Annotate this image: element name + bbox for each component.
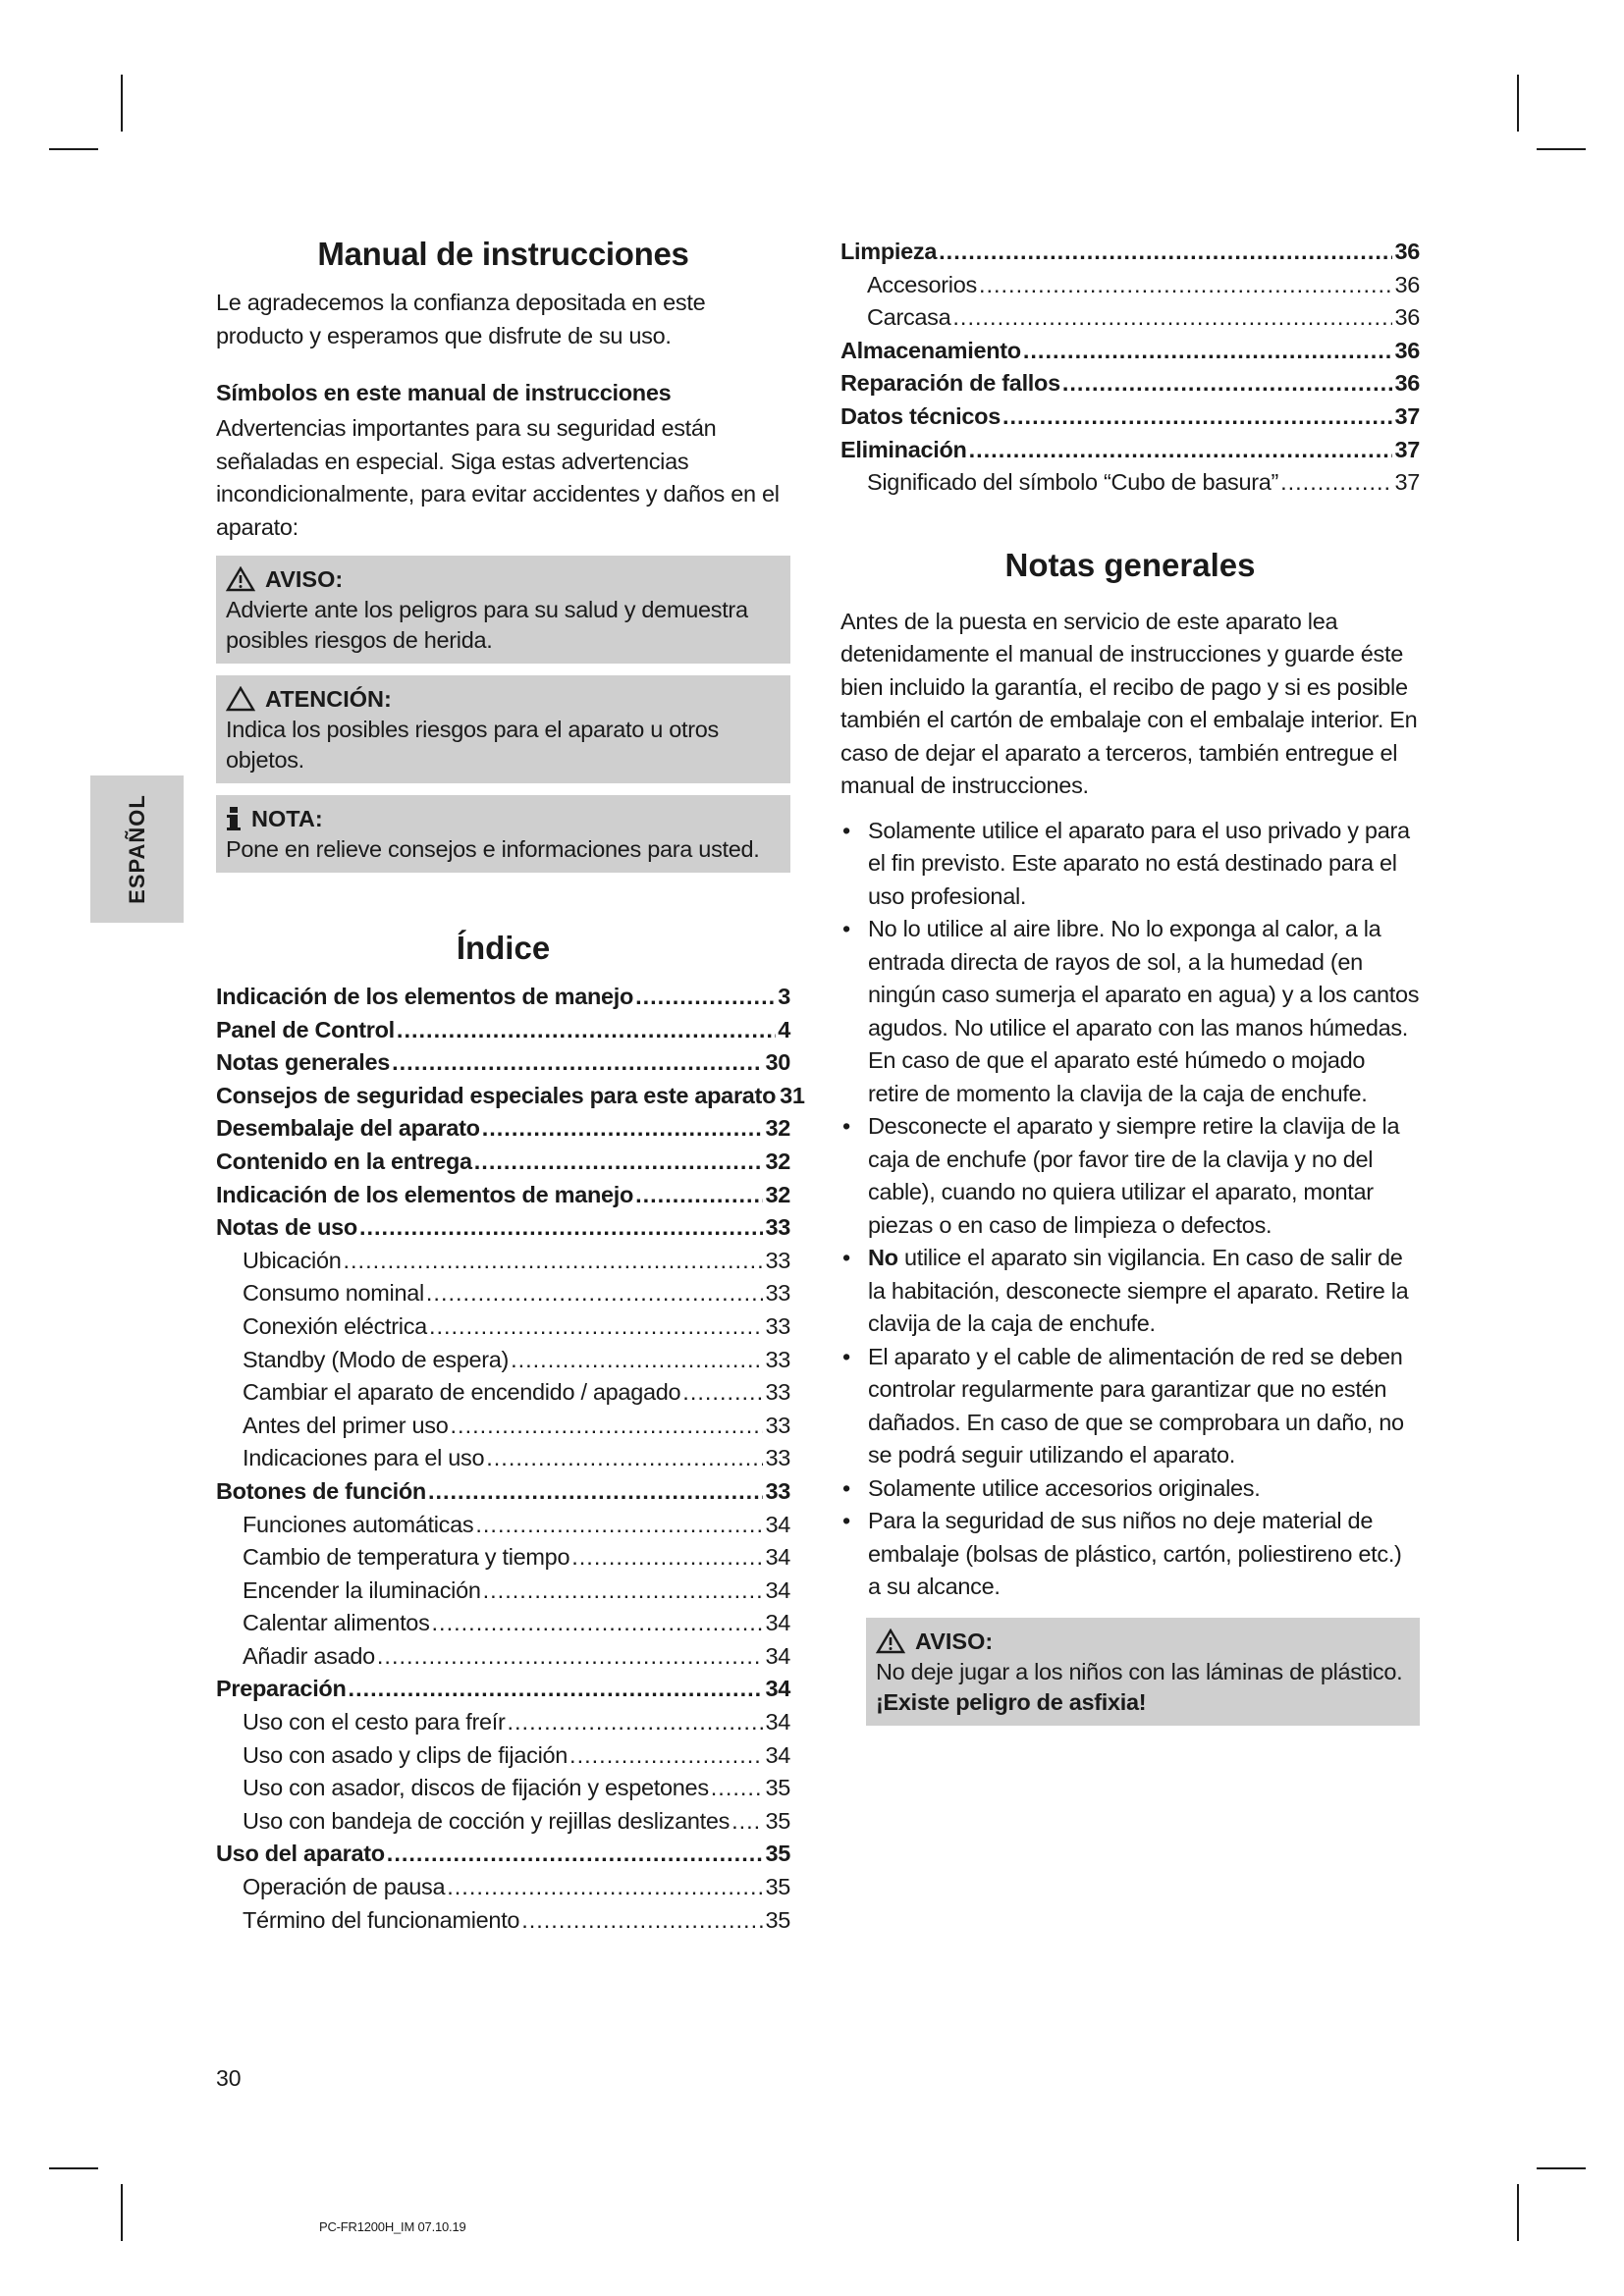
safety-bullet [840, 913, 1420, 1110]
toc-entry [216, 1838, 790, 1871]
safety-bullet-text: Para la seguridad de sus niños no deje material de embalaje (bolsas de plástico, cartón, poliestireno etc.) a su alcance. [868, 1508, 1402, 1600]
right-column [840, 236, 1420, 1726]
toc-entry-page: 37 [1394, 469, 1420, 496]
toc-entry-label: Conexión eléctrica [243, 1312, 427, 1339]
toc-entry [216, 1673, 790, 1706]
toc-leader-dots [429, 1310, 764, 1344]
toc-entry-page: 35 [765, 1775, 790, 1801]
toc-entry [840, 367, 1420, 400]
toc-entry-page: 32 [765, 1115, 790, 1142]
toc-entry [216, 1607, 790, 1640]
toc-leader-dots [1280, 466, 1392, 500]
toc-entry [840, 236, 1420, 269]
toc-leader-dots [426, 1277, 764, 1310]
toc-entry [216, 1541, 790, 1575]
toc-entry-label: Operación de pausa [243, 1874, 446, 1900]
table-of-contents [216, 981, 805, 1937]
aviso-text: Advierte ante los peligros para su salud y demuestra posibles riesgos de herida. [226, 597, 748, 653]
toc-leader-dots [432, 1607, 764, 1640]
toc-leader-dots [979, 269, 1393, 302]
safety-bullet [840, 1341, 1420, 1472]
safety-bullet [840, 1242, 1420, 1341]
toc-entry-label: Uso con asador, discos de fijación y espetones [243, 1775, 709, 1801]
toc-entry-label: Standby (Modo de espera) [243, 1346, 510, 1372]
footer-code: PC-FR1200H_IM 07.10.19 [319, 2219, 466, 2234]
warning-box-aviso-children [866, 1618, 1420, 1726]
toc-entry [840, 335, 1420, 368]
toc-leader-dots [387, 1838, 764, 1871]
toc-leader-dots [1062, 367, 1393, 400]
toc-entry [216, 1772, 790, 1805]
toc-entry-page: 34 [765, 1741, 790, 1768]
toc-leader-dots [682, 1376, 763, 1410]
toc-entry [840, 301, 1420, 335]
crop-mark [121, 75, 123, 132]
toc-entry-label: Notas generales [216, 1049, 391, 1076]
symbols-text: Advertencias importantes para su seguridad están señaladas en especial. Siga estas advertencias incondicionalmente, para evitar accidentes y daños en el aparato: [216, 415, 780, 540]
general-notes-intro: Antes de la puesta en servicio de este aparato lea detenidamente el manual de instrucciones y guarde éste bien incluido la garantía, el recibo de pago y si es posible también el cartón de embalaje con el embalaje interior. En caso de dejar el aparato a terceros, también entregue el manual de instrucciones. [840, 608, 1418, 799]
toc-entry-label: Uso con bandeja de cocción y rejillas deslizantes [243, 1807, 731, 1834]
toc-entry [216, 1344, 790, 1377]
language-tab-label: ESPAÑOL [124, 794, 149, 904]
toc-entry [840, 400, 1420, 434]
warning-triangle-icon [226, 566, 255, 592]
crop-mark [49, 148, 98, 150]
aviso-children-label: AVISO: [915, 1628, 994, 1654]
toc-entry [216, 1475, 790, 1509]
toc-leader-dots [635, 981, 776, 1014]
toc-entry-label: Carcasa [867, 304, 951, 331]
toc-entry-label: Almacenamiento [840, 337, 1021, 363]
toc-entry-page: 30 [765, 1049, 790, 1076]
toc-entry [216, 1410, 790, 1443]
toc-leader-dots [1002, 400, 1392, 434]
toc-entry [216, 1509, 790, 1542]
toc-leader-dots [508, 1706, 764, 1739]
general-notes-title: Notas generales [1004, 546, 1256, 583]
toc-entry-page: 31 [780, 1082, 805, 1108]
safety-bullet-text: Desconecte el aparato y siempre retire la clavija de la caja de enchufe (por favor tire de la clavija y no del cable), cuando no quiera utilizar el aparato, montar piezas o en caso de limpieza o defectos. [868, 1113, 1400, 1238]
nota-text: Pone en relieve consejos e informaciones para usted. [226, 836, 760, 862]
toc-leader-dots [635, 1179, 763, 1212]
toc-entry-page: 33 [765, 1379, 790, 1406]
crop-mark [1537, 2167, 1586, 2169]
safety-bullet-text: El aparato y el cable de alimentación de red se deben controlar regularmente para garantizar que no estén dañados. En caso de que se comprobara un daño, no se podrá seguir utilizando el aparato. [868, 1343, 1404, 1468]
toc-entry-page: 37 [1394, 402, 1420, 429]
toc-leader-dots [731, 1805, 763, 1839]
toc-entry [216, 1112, 790, 1146]
manual-title: Manual de instrucciones [317, 236, 689, 272]
toc-entry-label: Indicaciones para el uso [243, 1445, 485, 1471]
toc-entry-page: 36 [1394, 271, 1420, 297]
toc-entry [216, 1046, 790, 1080]
toc-entry [216, 1706, 790, 1739]
safety-bullet-emphasis: No [868, 1245, 898, 1271]
toc-entry [216, 1080, 805, 1113]
aviso-children-bold: ¡Existe peligro de asfixia! [876, 1688, 1147, 1715]
toc-entry-label: Cambiar el aparato de encendido / apagado [243, 1379, 681, 1406]
toc-entry-page: 36 [1394, 370, 1420, 397]
toc-entry-page: 35 [765, 1807, 790, 1834]
toc-entry-label: Preparación [216, 1676, 347, 1702]
language-tab [90, 775, 184, 923]
toc-leader-dots [939, 236, 1392, 269]
toc-entry-label: Encender la iluminación [243, 1576, 481, 1603]
toc-entry-label: Datos técnicos [840, 402, 1001, 429]
atencion-text: Indica los posibles riesgos para el aparato u otros objetos. [226, 717, 719, 773]
toc-leader-dots [521, 1904, 763, 1938]
toc-entry [216, 1014, 790, 1047]
toc-entry [216, 1739, 790, 1773]
toc-entry-page: 3 [778, 984, 790, 1009]
toc-entry-label: Eliminación [840, 436, 967, 462]
crop-mark [121, 2184, 123, 2241]
toc-entry [216, 1310, 790, 1344]
toc-leader-dots [359, 1211, 764, 1245]
toc-entry-label: Indicación de los elementos de manejo [216, 984, 634, 1009]
toc-leader-dots [428, 1475, 764, 1509]
toc-leader-dots [474, 1146, 764, 1179]
caution-triangle-icon [226, 686, 255, 712]
toc-entry-label: Contenido en la entrega [216, 1148, 472, 1174]
toc-entry-page: 33 [765, 1247, 790, 1273]
toc-entry-label: Uso con el cesto para freír [243, 1709, 506, 1735]
toc-entry-page: 34 [765, 1642, 790, 1669]
crop-mark [49, 2167, 98, 2169]
left-column [216, 236, 805, 1937]
toc-leader-dots [483, 1575, 764, 1608]
safety-bullet [840, 815, 1420, 914]
toc-entry-page: 34 [765, 1610, 790, 1636]
toc-entry [216, 1376, 790, 1410]
warning-box-aviso [216, 556, 790, 664]
toc-entry-page: 35 [765, 1841, 790, 1867]
toc-entry [216, 1442, 790, 1475]
toc-leader-dots [711, 1772, 764, 1805]
toc-leader-dots [1023, 335, 1393, 368]
toc-leader-dots [511, 1344, 763, 1377]
toc-leader-dots [482, 1112, 764, 1146]
toc-entry [216, 981, 790, 1014]
toc-entry [216, 1211, 790, 1245]
info-icon [226, 806, 242, 831]
aviso-label: AVISO: [265, 566, 344, 592]
toc-leader-dots [349, 1673, 764, 1706]
warning-triangle-icon [876, 1629, 905, 1654]
toc-leader-dots [969, 434, 1393, 467]
toc-entry-page: 32 [765, 1148, 790, 1174]
toc-entry-page: 4 [778, 1016, 790, 1042]
toc-entry-label: Uso con asado y clips de fijación [243, 1741, 568, 1768]
toc-entry [216, 1146, 790, 1179]
toc-entry-label: Calentar alimentos [243, 1610, 430, 1636]
toc-entry-label: Cambio de temperatura y tiempo [243, 1544, 570, 1571]
toc-entry-page: 33 [765, 1445, 790, 1471]
toc-entry [216, 1640, 790, 1674]
toc-leader-dots [571, 1541, 763, 1575]
toc-entry-page: 33 [765, 1346, 790, 1372]
page-number: 30 [216, 2065, 242, 2091]
toc-leader-dots [451, 1410, 764, 1443]
nota-label: NOTA: [251, 806, 323, 831]
toc-entry-page: 35 [765, 1874, 790, 1900]
toc-entry-label: Desembalaje del aparato [216, 1115, 480, 1142]
toc-entry-label: Consejos de seguridad especiales para este aparato [216, 1082, 777, 1108]
toc-entry [840, 466, 1420, 500]
caution-box-atencion [216, 675, 790, 783]
crop-mark [1517, 2184, 1519, 2241]
toc-entry-page: 34 [765, 1576, 790, 1603]
toc-entry-page: 33 [765, 1412, 790, 1438]
toc-entry-label: Consumo nominal [243, 1280, 424, 1307]
toc-entry-label: Añadir asado [243, 1642, 375, 1669]
toc-entry [216, 1904, 790, 1938]
toc-entry-label: Limpieza [840, 239, 938, 264]
toc-entry-page: 33 [765, 1477, 790, 1504]
toc-entry-label: Accesorios [867, 271, 977, 297]
toc-entry [216, 1245, 790, 1278]
toc-entry [216, 1277, 790, 1310]
safety-bullet-text: utilice el aparato sin vigilancia. En caso de salir de la habitación, desconecte siempre el aparato. Retire la clavija de la caja de enchufe. [868, 1245, 1409, 1337]
symbols-heading: Símbolos en este manual de instrucciones [216, 380, 672, 405]
toc-entry-label: Indicación de los elementos de manejo [216, 1181, 634, 1207]
safety-bullet [840, 1472, 1420, 1506]
toc-entry [216, 1179, 790, 1212]
toc-entry [216, 1575, 790, 1608]
toc-leader-dots [486, 1442, 763, 1475]
aviso-children-text: No deje jugar a los niños con las láminas de plástico. [876, 1658, 1403, 1684]
safety-bullet-list [840, 815, 1420, 1604]
toc-leader-dots [377, 1640, 764, 1674]
atencion-label: ATENCIÓN: [265, 686, 392, 712]
safety-bullet [840, 1110, 1420, 1242]
toc-entry-page: 34 [765, 1676, 790, 1702]
toc-entry-page: 34 [765, 1709, 790, 1735]
toc-leader-dots [447, 1871, 763, 1904]
toc-leader-dots [475, 1509, 763, 1542]
toc-entry-label: Reparación de fallos [840, 370, 1060, 397]
toc-entry [840, 269, 1420, 302]
table-of-contents-continued [840, 236, 1420, 500]
toc-entry-page: 36 [1394, 304, 1420, 331]
toc-entry-page: 34 [765, 1511, 790, 1537]
crop-mark [1537, 148, 1586, 150]
toc-entry-page: 35 [765, 1906, 790, 1933]
toc-entry-label: Funciones automáticas [243, 1511, 474, 1537]
toc-entry-label: Antes del primer uso [243, 1412, 449, 1438]
safety-bullet-text: No lo utilice al aire libre. No lo exponga al calor, a la entrada directa de rayos de sol, a la humedad (en ningún caso sumerja el aparato en agua) y a los cantos agudos. No utilice el aparato con las manos húmedas. En caso de que el aparato esté húmedo o mojado retire de momento la clavija de la caja de enchufe. [868, 916, 1420, 1106]
toc-entry-label: Ubicación [243, 1247, 342, 1273]
toc-entry-label: Significado del símbolo “Cubo de basura” [867, 469, 1279, 496]
toc-entry-label: Notas de uso [216, 1214, 357, 1241]
safety-bullet-text: Solamente utilice accesorios originales. [868, 1474, 1261, 1501]
toc-entry-label: Uso del aparato [216, 1841, 385, 1867]
toc-entry-page: 37 [1394, 436, 1420, 462]
toc-entry [840, 434, 1420, 467]
toc-entry-page: 36 [1394, 239, 1420, 264]
toc-leader-dots [952, 301, 1392, 335]
toc-leader-dots [344, 1245, 764, 1278]
safety-bullet [840, 1505, 1420, 1604]
toc-entry-page: 33 [765, 1214, 790, 1241]
crop-mark [1517, 75, 1519, 132]
toc-entry-page: 33 [765, 1280, 790, 1307]
toc-entry-page: 36 [1394, 337, 1420, 363]
toc-entry-label: Término del funcionamiento [243, 1906, 520, 1933]
toc-entry-page: 33 [765, 1312, 790, 1339]
intro-text: Le agradecemos la confianza depositada en este producto y esperamos que disfrute de su uso. [216, 290, 706, 348]
toc-entry [216, 1805, 790, 1839]
toc-entry [216, 1871, 790, 1904]
toc-entry-label: Panel de Control [216, 1016, 395, 1042]
toc-entry-page: 34 [765, 1544, 790, 1571]
toc-leader-dots [397, 1014, 776, 1047]
toc-leader-dots [392, 1046, 763, 1080]
index-title: Índice [456, 930, 551, 966]
safety-bullet-text: Solamente utilice el aparato para el uso privado y para el fin previsto. Este aparato no está destinado para el uso profesional. [868, 817, 1410, 909]
toc-entry-page: 32 [765, 1181, 790, 1207]
toc-entry-label: Botones de función [216, 1477, 426, 1504]
note-box-nota [216, 795, 790, 873]
toc-leader-dots [569, 1739, 763, 1773]
